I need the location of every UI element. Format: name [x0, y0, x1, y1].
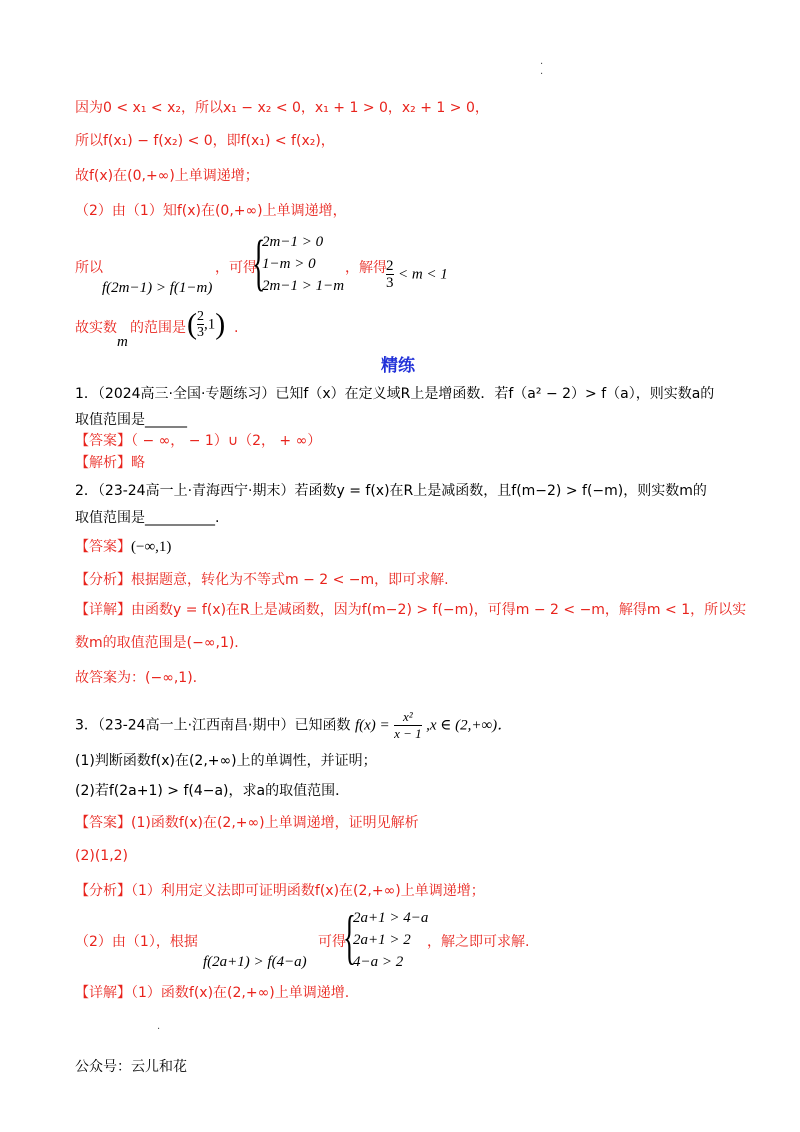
solution-line-5-prefix: 所以: [75, 260, 103, 276]
top-dot-mark-2: .: [540, 66, 544, 77]
q3-function-numerator: x²: [403, 709, 413, 724]
q2-analysis: 【分析】根据题意，转化为不等式m − 2 < −m，即可求解.: [75, 572, 449, 588]
q3-system-eq-3: 4−a > 2: [353, 954, 404, 970]
q2-answer-value: (−∞,1): [131, 539, 172, 555]
solution-line-6-mid: 的范围是: [130, 320, 186, 336]
q3-system-brace: {: [343, 904, 356, 970]
q3-answer-2: (2)(1,2): [75, 848, 129, 864]
fraction-denominator: 3: [386, 275, 394, 291]
q3-part-1: (1)判断函数f(x)在(2,+∞)上的单调性，并证明；: [75, 753, 377, 769]
q2-final-answer: 故答案为：(−∞,1).: [75, 670, 198, 686]
q2-stem-line-2: 取值范围是__________.: [75, 510, 220, 526]
inequality-tail: < m < 1: [397, 266, 448, 283]
q3-function-denominator: x − 1: [394, 726, 422, 741]
solution-line-6-var: m: [117, 334, 128, 350]
solution-line-1: 因为0 < x₁ < x₂，所以x₁ − x₂ < 0，x₁ + 1 > 0，x₂ + 1 > 0，: [75, 100, 489, 116]
system-brace: {: [252, 229, 266, 297]
q3-system-eq-1: 2a+1 > 4−a: [353, 910, 429, 926]
q3-system-eq-2: 2a+1 > 2: [353, 932, 411, 948]
q2-stem-line-1: 2．（23-24高一上·青海西宁·期末）若函数y = f(x)在R上是减函数，且f(m−2) > f(−m)，则实数m的: [75, 483, 707, 499]
solution-inequality: [386, 258, 448, 291]
system-equations: [262, 231, 344, 297]
solution-line-6-prefix: 故实数: [75, 320, 117, 336]
q1-stem-line-1: 1．（2024高三·全国·专题练习）已知f（x）在定义域R上是增函数．若f（a² − 2）> f（a），则实数a的: [75, 386, 715, 402]
fraction-numerator: 2: [386, 258, 394, 274]
q3-analysis-2-end: ，解之即可求解.: [427, 934, 530, 950]
solution-line-5-mid: ，可得: [215, 260, 257, 276]
system-eq-2: 1−m > 0: [262, 256, 316, 272]
solution-line-5-condition: f(2m−1) > f(1−m): [102, 280, 213, 296]
q3-stem: [75, 709, 512, 742]
q3-function-lhs: f(x) =: [354, 717, 390, 734]
q3-stem-prefix: 3．（23-24高一上·江西南昌·期中）已知函数: [75, 717, 351, 734]
q3-analysis-2-prefix: （2）由（1），根据: [75, 934, 198, 950]
solution-line-4: （2）由（1）知f(x)在(0,+∞)上单调递增，: [75, 203, 347, 219]
q3-analysis-1: 【分析】（1）利用定义法即可证明函数f(x)在(2,+∞)上单调递增；: [75, 883, 485, 899]
q3-function-domain: ,x ∈ (2,+∞)．: [426, 717, 513, 734]
solution-line-6-end: .: [234, 320, 239, 336]
q3-analysis-2-mid: 可得: [318, 934, 346, 950]
solution-line-3: 故f(x)在(0,+∞)上单调递增；: [75, 168, 259, 184]
q1-answer: 【答案】（ − ∞， − 1）∪（2， + ∞）: [75, 433, 322, 449]
q3-answer-1: 【答案】(1)函数f(x)在(2,+∞)上单调递增，证明见解析: [75, 815, 419, 831]
footer-account: 公众号：云儿和花: [75, 1059, 187, 1075]
q3-detail: 【详解】（1）函数f(x)在(2,+∞)上单调递增.: [75, 985, 350, 1001]
q1-analysis: 【解析】略: [75, 455, 145, 471]
system-eq-1: 2m−1 > 0: [262, 234, 324, 250]
q1-stem-line-2: 取值范围是______: [75, 412, 187, 428]
solution-line-5-solve: ，解得: [345, 260, 387, 276]
q2-detail-line-1: 【详解】由函数y = f(x)在R上是减函数，因为f(m−2) > f(−m)，可得m − 2 < −m，解得m < 1，所以实: [75, 602, 747, 618]
solution-line-2: 所以f(x₁) − f(x₂) < 0，即f(x₁) < f(x₂)，: [75, 133, 335, 149]
q3-part-2: (2)若f(2a+1) > f(4−a)，求a的取值范围．: [75, 783, 350, 799]
range-denominator: 3: [197, 325, 204, 340]
q2-answer-label: 【答案】: [75, 539, 131, 555]
range-tail: ,1: [204, 316, 216, 333]
section-title: 精练: [381, 356, 415, 376]
range-numerator: 2: [197, 309, 204, 324]
top-dot-mark: .: [540, 56, 544, 67]
q3-system-equations: [353, 907, 428, 973]
q2-detail-line-2: 数m的取值范围是(−∞,1).: [75, 635, 239, 651]
q3-analysis-2-condition: f(2a+1) > f(4−a): [203, 954, 307, 970]
q2-answer: [75, 537, 171, 557]
system-eq-3: 2m−1 > 1−m: [262, 278, 345, 294]
range-interval: ( $\frac{2}{3}$ ,1): [187, 307, 226, 341]
bottom-dot-mark: .: [157, 1021, 161, 1032]
